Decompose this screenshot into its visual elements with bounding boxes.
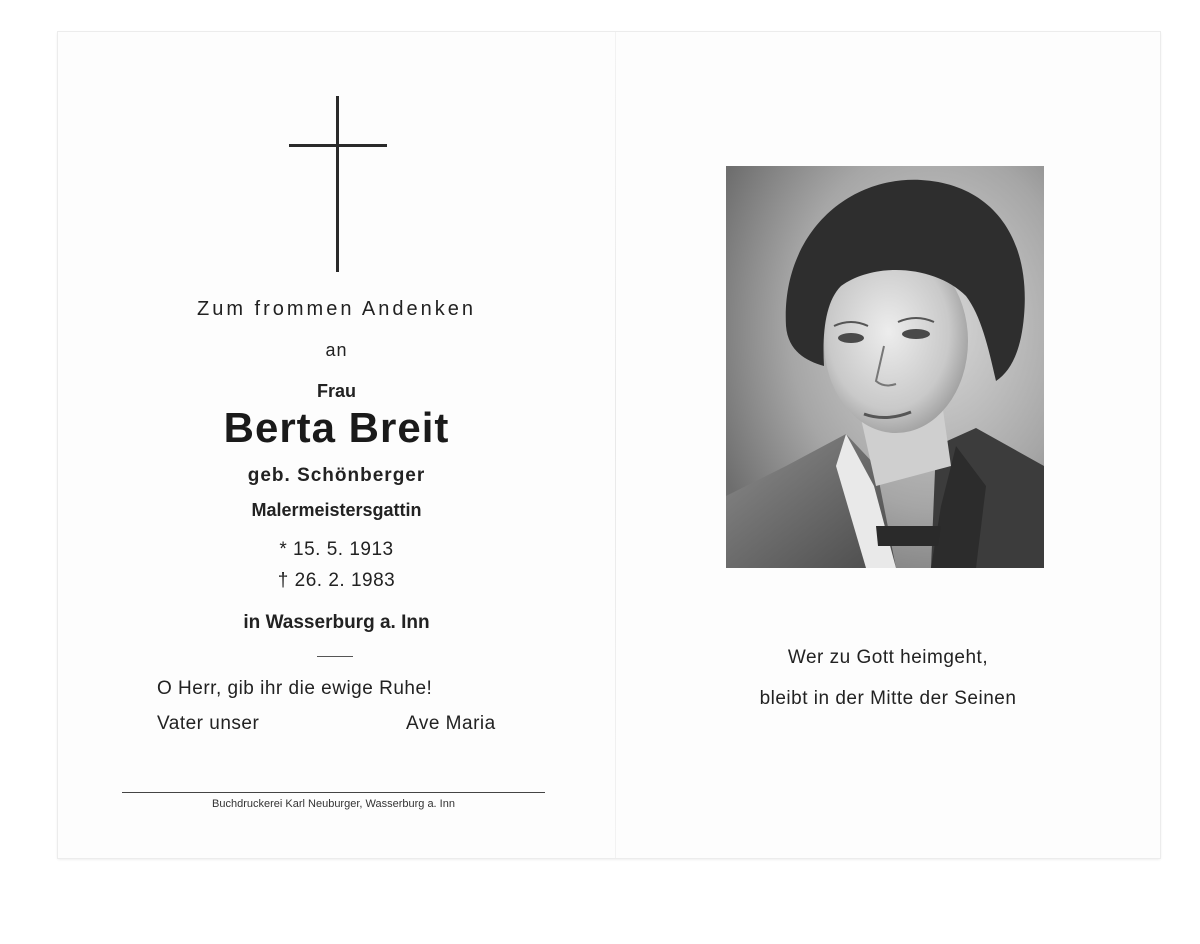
intro-text: Zum frommen Andenken — [197, 298, 476, 320]
quote-line-2: bleibt in der Mitte der Seinen — [759, 688, 1017, 709]
deceased-name: Berta Breit — [223, 404, 450, 451]
prayer-ave-maria: Ave Maria — [406, 713, 496, 734]
left-panel — [58, 32, 615, 858]
right-panel — [616, 32, 1160, 858]
prayer-vater-unser: Vater unser — [157, 713, 260, 734]
quote-line-1: Wer zu Gott heimgeht, — [787, 647, 989, 668]
portrait-photo — [726, 166, 1044, 568]
footer-rule — [122, 792, 545, 793]
an-text: an — [325, 340, 348, 360]
cross-icon — [289, 96, 387, 272]
maiden-name: geb. Schönberger — [247, 465, 426, 486]
divider-dash — [317, 656, 353, 657]
prayer-line: O Herr, gib ihr die ewige Ruhe! — [157, 678, 433, 699]
death-date: † 26. 2. 1983 — [277, 570, 396, 591]
place: in Wasserburg a. Inn — [243, 612, 430, 633]
birth-date: * 15. 5. 1913 — [279, 539, 394, 560]
occupation: Malermeistersgattin — [251, 500, 422, 520]
printer-credit: Buchdruckerei Karl Neuburger, Wasserburg a. Inn — [212, 798, 455, 810]
memorial-card — [58, 32, 1160, 858]
title-text: Frau — [316, 381, 356, 401]
